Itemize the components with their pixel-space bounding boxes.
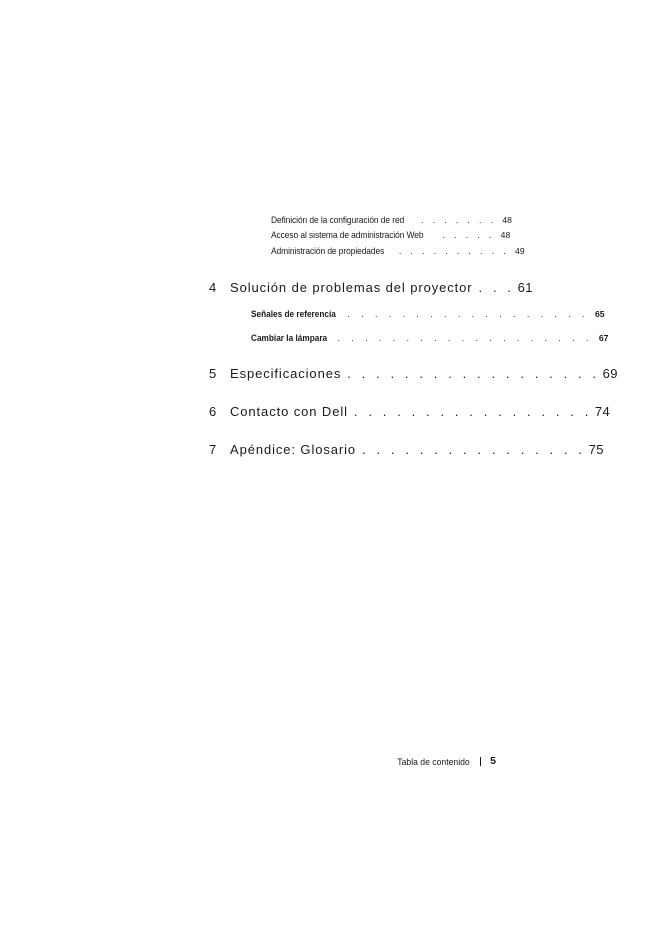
toc-leader-dots: . . . (478, 280, 515, 295)
section-title: Cambiar la lámpara (251, 332, 328, 343)
chapter-page-number: 69 (602, 366, 618, 381)
footer-divider (480, 757, 481, 766)
section-title: Señales de referencia (251, 308, 336, 319)
chapter-title: Solución de problemas del proyector (230, 280, 473, 295)
page-footer (380, 753, 496, 769)
toc-section-change-lamp[interactable] (251, 332, 609, 346)
toc-section-reference-signals[interactable] (251, 308, 605, 322)
toc-page-number: 49 (515, 246, 525, 256)
chapter-page-number: 75 (588, 442, 604, 457)
chapter-number: 6 (209, 404, 217, 419)
chapter-title: Especificaciones (230, 366, 342, 381)
toc-chapter-5[interactable] (209, 366, 618, 386)
footer-section-title: Tabla de contenido (397, 755, 471, 767)
chapter-title: Contacto con Dell (230, 404, 348, 419)
toc-leader-dots: . . . . . . . . . . (398, 246, 510, 256)
toc-page-number: 48 (500, 230, 511, 240)
toc-leader-dots: . . . . . . . . . . . . . . . . . . (347, 309, 589, 319)
toc-entry-web-admin-access[interactable] (271, 229, 511, 243)
chapter-title: Apéndice: Glosario (230, 442, 357, 457)
section-page-number: 67 (598, 333, 609, 343)
toc-chapter-4[interactable] (209, 280, 533, 300)
chapter-number: 5 (209, 366, 217, 381)
toc-entry-title: Administración de propiedades (271, 245, 385, 256)
toc-page-number: 48 (502, 215, 512, 225)
section-page-number: 65 (594, 309, 605, 319)
toc-entry-title: Definición de la configuración de red (271, 214, 405, 225)
toc-entry-property-admin[interactable] (271, 245, 525, 259)
chapter-page-number: 61 (517, 280, 533, 295)
toc-entry-network-config[interactable] (271, 214, 512, 228)
toc-leader-dots: . . . . . . . . . . . . . . . . . (353, 404, 592, 419)
toc-chapter-6[interactable] (209, 404, 611, 424)
chapter-number: 4 (209, 280, 217, 295)
toc-chapter-7[interactable] (209, 442, 604, 462)
toc-leader-dots: . . . . . . . (420, 215, 497, 225)
toc-leader-dots: . . . . . . . . . . . . . . . . (362, 442, 586, 457)
chapter-page-number: 74 (594, 404, 611, 419)
footer-page-number: 5 (490, 755, 496, 767)
chapter-number: 7 (209, 442, 217, 457)
toc-leader-dots: . . . . . (442, 230, 495, 240)
toc-entry-title: Acceso al sistema de administración Web (271, 229, 424, 240)
toc-leader-dots: . . . . . . . . . . . . . . . . . . (347, 366, 600, 381)
toc-leader-dots: . . . . . . . . . . . . . . . . . . . (337, 333, 593, 343)
